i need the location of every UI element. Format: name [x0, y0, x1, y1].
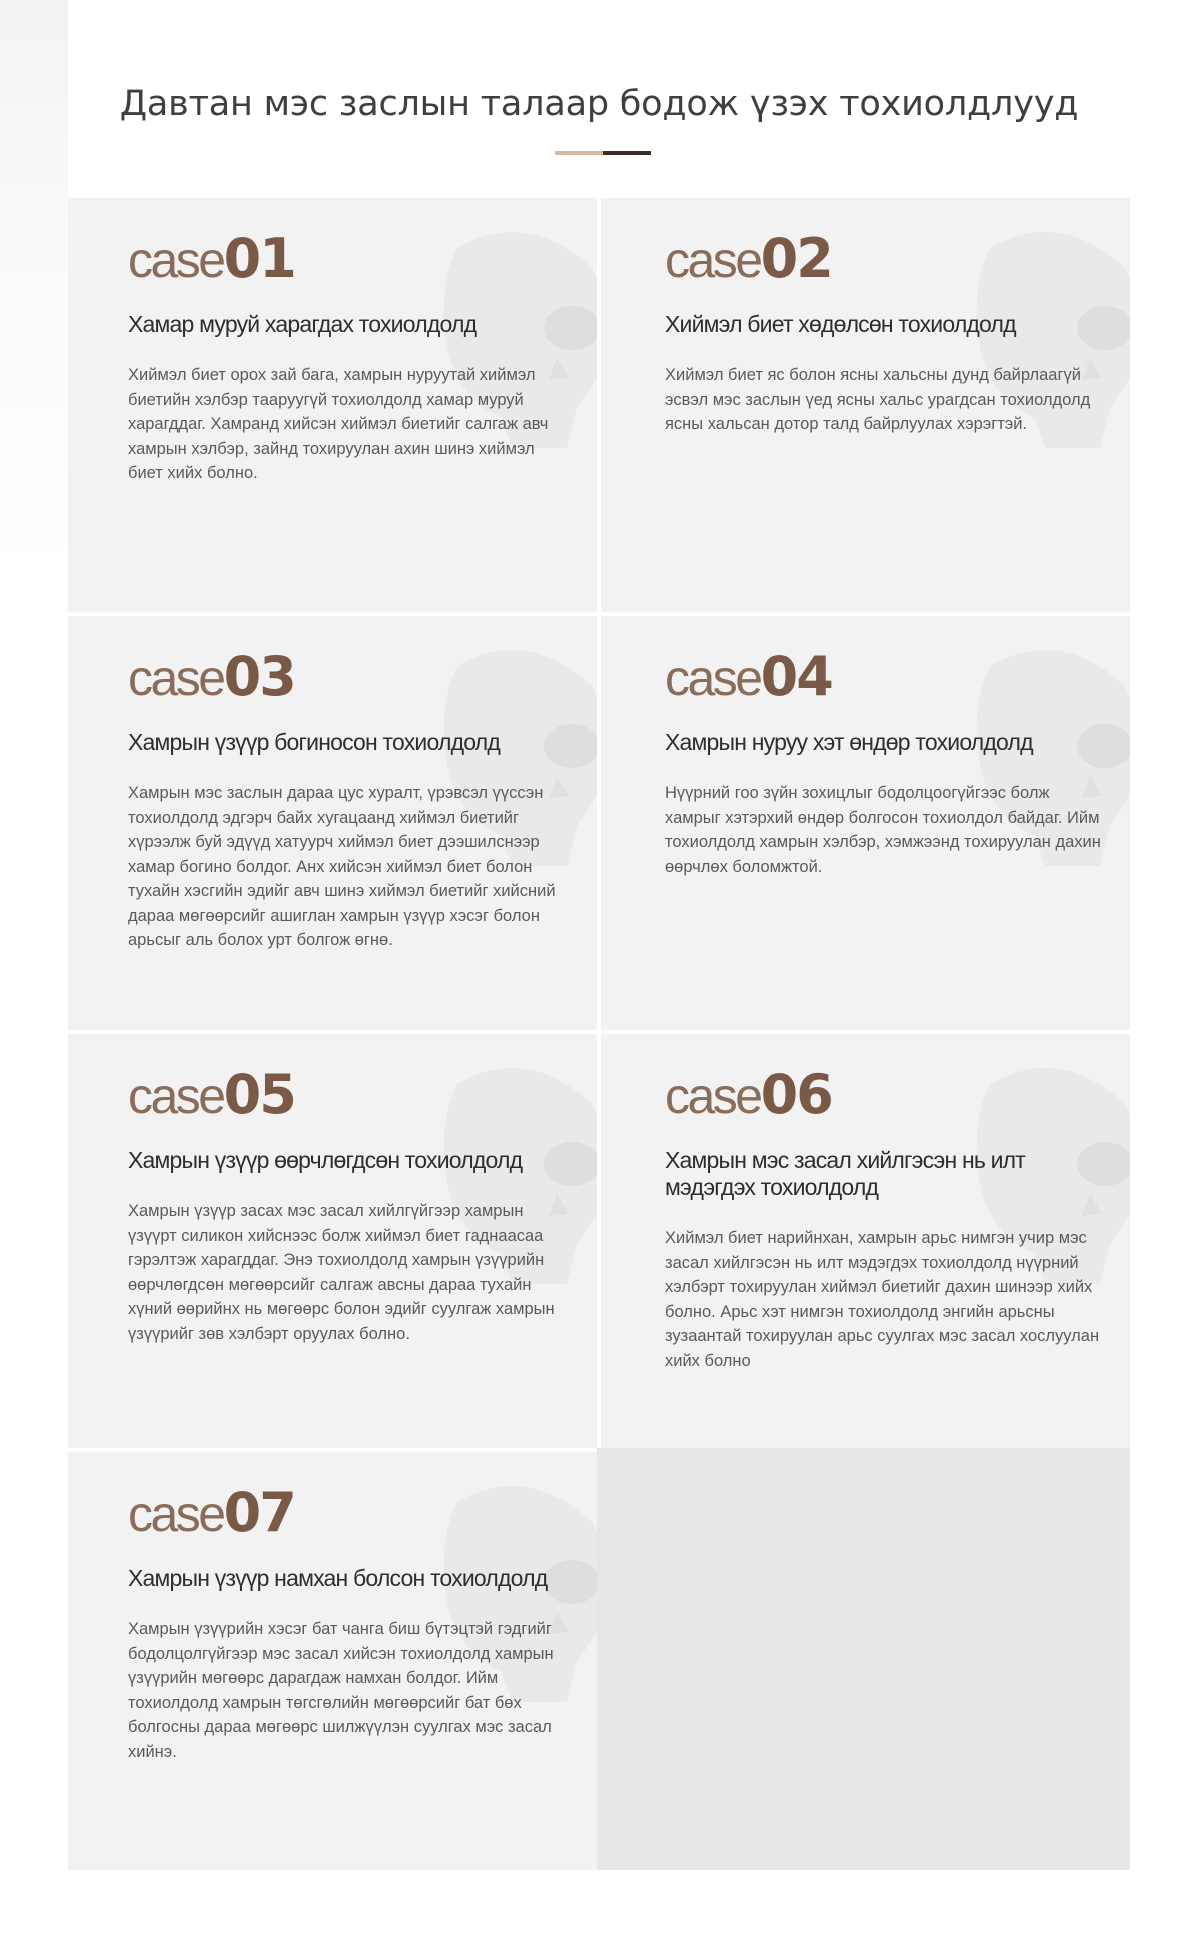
case-label [128, 645, 295, 708]
case-word: case [665, 1068, 761, 1124]
case-card-02 [601, 198, 1130, 612]
case-card-04 [601, 616, 1130, 1030]
page-side-background-right [1130, 0, 1204, 1933]
case-number: 01 [223, 227, 295, 290]
case-heading: Хамрын үзүүр намхан болсон тохиолдолд [128, 1565, 548, 1591]
case-word: case [128, 232, 224, 288]
case-heading: Хамрын үзүүр богиносон тохиолдолд [128, 729, 500, 755]
case-word: case [665, 650, 761, 706]
case-description: Хиймэл биет орох зай бага, хамрын нуруутай хиймэл биетийн хэлбэр тааруугүй тохиолдолд хамар муруй харагддаг. Хамранд хийсэн хиймэл биетийг салгаж авч хамрын хэлбэр, зайнд тохируулан ахин шинэ хиймэл биет хийх болно. [128, 366, 549, 482]
case-card-06 [601, 1034, 1130, 1448]
empty-grid-cell [597, 1448, 1130, 1870]
case-number: 07 [223, 1481, 295, 1544]
case-word: case [665, 232, 761, 288]
case-description: Нүүрний гоо зүйн зохицлыг бодолцоогүйгээс болж хамрыг хэтэрхий өндөр болгосон тохиолдол байдаг. Ийм тохиолдолд хамрын хэлбэр, хэмжээнд тохируулан дахин өөрчлөх боломжтой. [665, 784, 1101, 876]
case-description: Хамрын үзүүр засах мэс засал хийлгүйгээр хамрын үзүүрт силикон хийснээс болж хиймэл биет гаднаасаа гэрэлтэж харагддаг. Энэ тохиолдолд хамрын үзүүрийн өөрчлөгдсөн мөгөөрсийг салгаж авсны дараа тухайн хүний өөрийнх нь мөгөөрс болон эдийг суулгаж хамрын үзүүрийг зөв хэлбэрт оруулах болно. [128, 1202, 555, 1343]
case-heading: Хамрын үзүүр өөрчлөгдсөн тохиолдолд [128, 1147, 523, 1173]
page-side-background [0, 0, 68, 1933]
case-number: 06 [760, 1063, 832, 1126]
case-word: case [128, 1068, 224, 1124]
case-card-03 [68, 616, 597, 1030]
case-number: 04 [760, 645, 832, 708]
case-grid [68, 198, 1130, 1870]
case-description: Хамрын мэс заслын дараа цус хуралт, үрэвсэл үүссэн тохиолдолд эдгэрч байх хугацаанд хиймэл биетийг хүрээлж буй эдүүд хатуурч хиймэл биет дээшилснээр хамар богино болдог. Анх хийсэн хиймэл биет болон тухайн хэсгийн эдийг авч шинэ хиймэл биетийг хийсний дараа мөгөөрсийг ашиглан хамрын үзүүр хэсэг болон арьсыг аль болох урт болгож өгнө. [128, 784, 556, 949]
case-label [128, 1063, 295, 1126]
case-number: 05 [223, 1063, 295, 1126]
page-title: Давтан мэс заслын талаар бодож үзэх тохиолдлууд [119, 84, 1079, 124]
case-label [665, 227, 832, 290]
case-heading: Хамрын нуруу хэт өндөр тохиолдолд [665, 729, 1033, 755]
case-label [128, 1481, 295, 1544]
case-word: case [128, 650, 224, 706]
case-heading: Хамрын мэс засал хийлгэсэн нь илт мэдэгдэх тохиолдолд [665, 1147, 1026, 1200]
case-label [665, 1063, 832, 1126]
case-description: Хиймэл биет нарийнхан, хамрын арьс нимгэн учир мэс засал хийлгэсэн нь илт мэдэгдэх тохиолдолд нүүрний хэлбэрт тохируулан хиймэл биетийг дахин шинээр хийх болно. Арьс хэт нимгэн тохиолдолд энгийн арьсны зузаантай тохируулан арьс суулгах мэс засал хослуулан хийх болно [665, 1229, 1100, 1370]
case-card-01 [68, 198, 597, 612]
case-card-05 [68, 1034, 597, 1448]
case-description: Хамрын үзүүрийн хэсэг бат чанга биш бүтэцтэй гэдгийг бодолцолгүйгээр мэс засал хийсэн тохиолдолд хамрын үзүүрийн мөгөөрс дарагдаж намхан болдог. Ийм тохиолдолд хамрын төгсгөлийн мөгөөрсийг бат бөх болгосны дараа мөгөөрс шилжүүлэн суулгах мэс засал хийнэ. [128, 1620, 554, 1761]
case-heading: Хамар муруй харагдах тохиолдолд [128, 311, 477, 337]
section-header [68, 0, 1130, 198]
case-number: 03 [223, 645, 295, 708]
case-number: 02 [760, 227, 832, 290]
case-word: case [128, 1486, 224, 1542]
title-divider [555, 151, 651, 155]
case-label [665, 645, 832, 708]
case-heading: Хиймэл биет хөдөлсөн тохиолдолд [665, 311, 1016, 337]
content-page [68, 0, 1130, 1933]
case-card-07 [68, 1452, 597, 1870]
case-label [128, 227, 295, 290]
case-description: Хиймэл биет яс болон ясны хальсны дунд байрлаагүй эсвэл мэс заслын үед ясны хальс урагдсан тохиолдолд ясны хальсан дотор талд байрлуулах хэрэгтэй. [665, 366, 1091, 433]
